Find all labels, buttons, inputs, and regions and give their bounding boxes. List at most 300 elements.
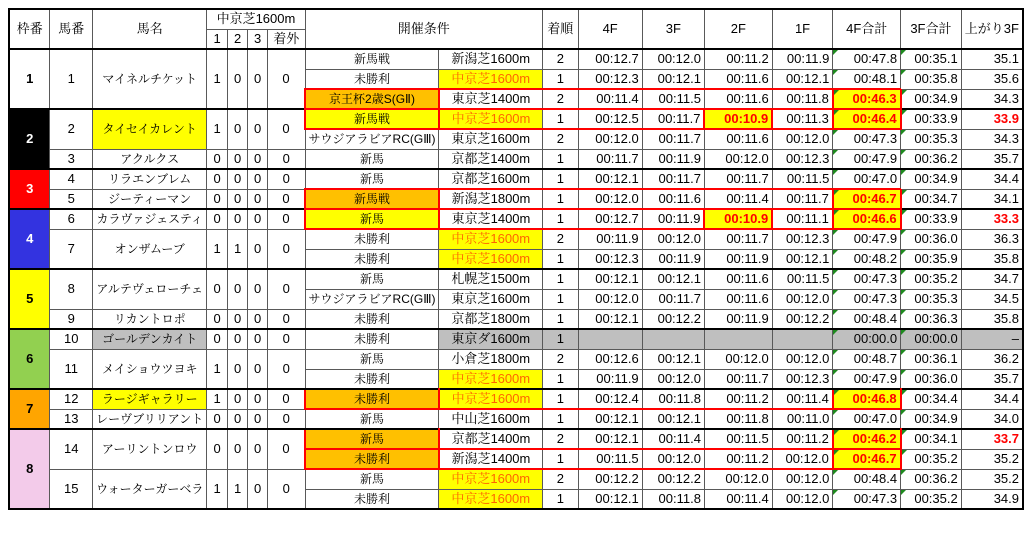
lap-1f-cell: 00:11.7 xyxy=(772,189,833,209)
count-win3-cell: 0 xyxy=(248,469,268,509)
col-header-4f: 4F xyxy=(578,9,642,49)
course-cell: 中京芝1600m xyxy=(439,69,543,89)
lap-4f-cell: 00:12.5 xyxy=(578,109,642,129)
lap-2f-cell: 00:11.7 xyxy=(704,369,772,389)
record-row xyxy=(9,309,1023,329)
lap-1f-cell: 00:11.0 xyxy=(772,409,833,429)
count-win2-cell: 0 xyxy=(227,49,248,109)
race-class-cell: 新馬 xyxy=(305,429,439,449)
course-cell: 小倉芝1800m xyxy=(439,349,543,369)
lap-2f-cell: 00:11.4 xyxy=(704,189,772,209)
horse-name-cell: リカントロポ xyxy=(93,309,207,329)
horse-number-cell: 1 xyxy=(50,49,93,109)
frame-number-cell: 2 xyxy=(9,109,50,169)
agari-3f-cell: – xyxy=(961,329,1023,349)
lap-2f-cell: 00:11.9 xyxy=(704,249,772,269)
finish-position-cell: 1 xyxy=(543,209,579,229)
col-header-agari-3f: 上がり3F xyxy=(961,9,1023,49)
count-out-cell: 0 xyxy=(267,349,305,389)
agari-3f-cell: 36.2 xyxy=(961,349,1023,369)
total-3f-cell: 00:34.9 xyxy=(901,89,962,109)
horse-number-cell: 3 xyxy=(50,149,93,169)
race-class-cell: 新馬戦 xyxy=(305,49,439,69)
horse-name-cell: メイショウツヨキ xyxy=(93,349,207,389)
lap-1f-cell: 00:12.1 xyxy=(772,249,833,269)
lap-1f-cell: 00:11.3 xyxy=(772,109,833,129)
course-cell: 京都芝1400m xyxy=(439,429,543,449)
lap-3f-cell: 00:12.0 xyxy=(642,369,704,389)
course-cell: 中京芝1600m xyxy=(439,229,543,249)
count-win3-cell: 0 xyxy=(248,169,268,189)
finish-position-cell: 1 xyxy=(543,449,579,469)
count-win1-cell: 0 xyxy=(207,189,228,209)
total-3f-cell: 00:35.3 xyxy=(901,289,962,309)
course-cell: 新潟芝1600m xyxy=(439,49,543,69)
total-4f-cell: 00:47.3 xyxy=(833,269,901,289)
horse-number-cell: 10 xyxy=(50,329,93,349)
count-out-cell: 0 xyxy=(267,409,305,429)
lap-1f-cell: 00:12.3 xyxy=(772,369,833,389)
agari-3f-cell: 34.4 xyxy=(961,389,1023,409)
count-out-cell: 0 xyxy=(267,389,305,409)
course-cell: 中京芝1600m xyxy=(439,389,543,409)
lap-2f-cell: 00:11.2 xyxy=(704,389,772,409)
count-win1-cell: 0 xyxy=(207,269,228,309)
record-row xyxy=(9,229,1023,249)
course-cell: 中京芝1600m xyxy=(439,369,543,389)
horse-name-cell: アクルクス xyxy=(93,149,207,169)
total-4f-cell: 00:47.3 xyxy=(833,129,901,149)
finish-position-cell: 2 xyxy=(543,89,579,109)
agari-3f-cell: 34.4 xyxy=(961,169,1023,189)
record-row xyxy=(9,329,1023,349)
col-header-4f-total: 4F合計 xyxy=(833,9,901,49)
count-win2-cell: 0 xyxy=(227,109,248,149)
horse-name-cell: タイセイカレント xyxy=(93,109,207,149)
lap-4f-cell xyxy=(578,329,642,349)
course-cell: 中京芝1600m xyxy=(439,489,543,509)
lap-2f-cell: 00:11.6 xyxy=(704,289,772,309)
finish-position-cell: 2 xyxy=(543,229,579,249)
race-class-cell: 新馬 xyxy=(305,269,439,289)
lap-2f-cell xyxy=(704,329,772,349)
course-cell: 東京芝1600m xyxy=(439,129,543,149)
horse-number-cell: 12 xyxy=(50,389,93,409)
horse-name-cell: アーリントンロウ xyxy=(93,429,207,469)
total-4f-cell: 00:47.0 xyxy=(833,169,901,189)
lap-3f-cell: 00:12.0 xyxy=(642,449,704,469)
total-4f-cell: 00:48.4 xyxy=(833,309,901,329)
lap-2f-cell: 00:11.2 xyxy=(704,49,772,69)
count-win3-cell: 0 xyxy=(248,149,268,169)
record-row xyxy=(9,109,1023,129)
count-out-cell: 0 xyxy=(267,329,305,349)
lap-4f-cell: 00:11.9 xyxy=(578,369,642,389)
count-out-cell: 0 xyxy=(267,109,305,149)
count-out-cell: 0 xyxy=(267,269,305,309)
course-cell: 中京芝1600m xyxy=(439,469,543,489)
course-cell: 東京ダ1600m xyxy=(439,329,543,349)
count-win3-cell: 0 xyxy=(248,189,268,209)
finish-position-cell: 1 xyxy=(543,329,579,349)
count-win2-cell: 1 xyxy=(227,229,248,269)
count-win1-cell: 0 xyxy=(207,409,228,429)
agari-3f-cell: 35.8 xyxy=(961,249,1023,269)
count-win3-cell: 0 xyxy=(248,209,268,229)
finish-position-cell: 1 xyxy=(543,389,579,409)
course-cell: 京都芝1800m xyxy=(439,309,543,329)
lap-4f-cell: 00:12.7 xyxy=(578,209,642,229)
race-class-cell: サウジアラビアRC(GⅢ) xyxy=(305,129,439,149)
count-win3-cell: 0 xyxy=(248,229,268,269)
lap-3f-cell: 00:12.0 xyxy=(642,229,704,249)
record-row xyxy=(9,149,1023,169)
count-win1-cell: 1 xyxy=(207,229,228,269)
lap-2f-cell: 00:10.9 xyxy=(704,109,772,129)
finish-position-cell: 1 xyxy=(543,249,579,269)
count-win1-cell: 0 xyxy=(207,309,228,329)
agari-3f-cell: 33.7 xyxy=(961,429,1023,449)
total-3f-cell: 00:36.0 xyxy=(901,229,962,249)
count-out-cell: 0 xyxy=(267,309,305,329)
course-cell: 新潟芝1800m xyxy=(439,189,543,209)
race-class-cell: 新馬 xyxy=(305,169,439,189)
lap-3f-cell: 00:11.7 xyxy=(642,169,704,189)
record-row xyxy=(9,49,1023,69)
count-out-cell: 0 xyxy=(267,209,305,229)
total-3f-cell: 00:35.3 xyxy=(901,129,962,149)
course-cell: 中京芝1600m xyxy=(439,109,543,129)
total-4f-cell: 00:47.9 xyxy=(833,149,901,169)
total-3f-cell: 00:36.2 xyxy=(901,149,962,169)
course-cell: 中京芝1600m xyxy=(439,249,543,269)
race-class-cell: 新馬 xyxy=(305,149,439,169)
agari-3f-cell: 35.8 xyxy=(961,309,1023,329)
lap-3f-cell: 00:11.9 xyxy=(642,249,704,269)
finish-position-cell: 2 xyxy=(543,469,579,489)
race-class-cell: 京王杯2歳S(GⅡ) xyxy=(305,89,439,109)
lap-1f-cell xyxy=(772,329,833,349)
lap-4f-cell: 00:12.1 xyxy=(578,429,642,449)
lap-1f-cell: 00:12.0 xyxy=(772,349,833,369)
record-row xyxy=(9,469,1023,489)
total-4f-cell: 00:46.3 xyxy=(833,89,901,109)
count-win3-cell: 0 xyxy=(248,309,268,329)
finish-position-cell: 1 xyxy=(543,169,579,189)
count-win2-cell: 0 xyxy=(227,269,248,309)
record-row xyxy=(9,169,1023,189)
count-win1-cell: 1 xyxy=(207,49,228,109)
count-out-cell: 0 xyxy=(267,169,305,189)
lap-4f-cell: 00:12.1 xyxy=(578,409,642,429)
lap-4f-cell: 00:12.6 xyxy=(578,349,642,369)
total-4f-cell: 00:00.0 xyxy=(833,329,901,349)
agari-3f-cell: 34.3 xyxy=(961,89,1023,109)
count-out-cell: 0 xyxy=(267,429,305,469)
lap-2f-cell: 00:11.6 xyxy=(704,69,772,89)
total-4f-cell: 00:47.8 xyxy=(833,49,901,69)
lap-3f-cell: 00:12.0 xyxy=(642,49,704,69)
lap-2f-cell: 00:11.6 xyxy=(704,269,772,289)
lap-4f-cell: 00:12.1 xyxy=(578,269,642,289)
lap-1f-cell: 00:11.5 xyxy=(772,169,833,189)
count-win2-cell: 0 xyxy=(227,409,248,429)
col-header-bamei: 馬名 xyxy=(93,9,207,49)
total-4f-cell: 00:48.1 xyxy=(833,69,901,89)
race-class-cell: 未勝利 xyxy=(305,249,439,269)
count-win1-cell: 1 xyxy=(207,349,228,389)
lap-2f-cell: 00:12.0 xyxy=(704,469,772,489)
race-class-cell: 未勝利 xyxy=(305,329,439,349)
total-4f-cell: 00:46.7 xyxy=(833,189,901,209)
frame-number-cell: 5 xyxy=(9,269,50,329)
lap-4f-cell: 00:12.3 xyxy=(578,249,642,269)
agari-3f-cell: 33.3 xyxy=(961,209,1023,229)
count-win3-cell: 0 xyxy=(248,409,268,429)
total-4f-cell: 00:46.2 xyxy=(833,429,901,449)
lap-1f-cell: 00:11.2 xyxy=(772,429,833,449)
lap-3f-cell: 00:11.4 xyxy=(642,429,704,449)
total-3f-cell: 00:33.9 xyxy=(901,109,962,129)
total-3f-cell: 00:35.9 xyxy=(901,249,962,269)
lap-4f-cell: 00:11.4 xyxy=(578,89,642,109)
finish-position-cell: 1 xyxy=(543,309,579,329)
lap-3f-cell: 00:12.2 xyxy=(642,469,704,489)
count-win2-cell: 0 xyxy=(227,349,248,389)
horse-number-cell: 8 xyxy=(50,269,93,309)
agari-3f-cell: 34.7 xyxy=(961,269,1023,289)
lap-4f-cell: 00:12.1 xyxy=(578,169,642,189)
total-4f-cell: 00:46.6 xyxy=(833,209,901,229)
agari-3f-cell: 33.9 xyxy=(961,109,1023,129)
total-3f-cell: 00:36.3 xyxy=(901,309,962,329)
lap-1f-cell: 00:11.1 xyxy=(772,209,833,229)
total-3f-cell: 00:36.1 xyxy=(901,349,962,369)
lap-1f-cell: 00:12.0 xyxy=(772,129,833,149)
horse-number-cell: 4 xyxy=(50,169,93,189)
lap-3f-cell: 00:12.1 xyxy=(642,69,704,89)
count-win1-cell: 0 xyxy=(207,149,228,169)
lap-3f-cell: 00:12.2 xyxy=(642,309,704,329)
lap-4f-cell: 00:12.0 xyxy=(578,189,642,209)
record-row xyxy=(9,409,1023,429)
total-4f-cell: 00:47.3 xyxy=(833,489,901,509)
finish-position-cell: 1 xyxy=(543,289,579,309)
col-header-1f: 1F xyxy=(772,9,833,49)
lap-1f-cell: 00:12.0 xyxy=(772,489,833,509)
agari-3f-cell: 35.7 xyxy=(961,149,1023,169)
count-win2-cell: 1 xyxy=(227,469,248,509)
lap-1f-cell: 00:12.0 xyxy=(772,289,833,309)
total-3f-cell: 00:00.0 xyxy=(901,329,962,349)
finish-position-cell: 1 xyxy=(543,109,579,129)
course-cell: 中山芝1600m xyxy=(439,409,543,429)
race-class-cell: 未勝利 xyxy=(305,229,439,249)
frame-number-cell: 6 xyxy=(9,329,50,389)
lap-3f-cell: 00:11.7 xyxy=(642,289,704,309)
lap-3f-cell: 00:12.1 xyxy=(642,269,704,289)
record-row xyxy=(9,389,1023,409)
total-3f-cell: 00:34.9 xyxy=(901,409,962,429)
lap-2f-cell: 00:11.2 xyxy=(704,449,772,469)
lap-4f-cell: 00:12.3 xyxy=(578,69,642,89)
lap-3f-cell: 00:11.6 xyxy=(642,189,704,209)
horse-name-cell: ゴールデンカイト xyxy=(93,329,207,349)
lap-4f-cell: 00:11.5 xyxy=(578,449,642,469)
count-win1-cell: 1 xyxy=(207,469,228,509)
lap-4f-cell: 00:12.0 xyxy=(578,289,642,309)
race-class-cell: 新馬 xyxy=(305,349,439,369)
agari-3f-cell: 35.2 xyxy=(961,449,1023,469)
finish-position-cell: 1 xyxy=(543,409,579,429)
record-row xyxy=(9,189,1023,209)
lap-3f-cell: 00:11.8 xyxy=(642,389,704,409)
horse-number-cell: 6 xyxy=(50,209,93,229)
horse-name-cell: マイネルチケット xyxy=(93,49,207,109)
record-row xyxy=(9,209,1023,229)
total-3f-cell: 00:33.9 xyxy=(901,209,962,229)
col-header-2f: 2F xyxy=(704,9,772,49)
lap-1f-cell: 00:12.3 xyxy=(772,229,833,249)
agari-3f-cell: 34.5 xyxy=(961,289,1023,309)
total-4f-cell: 00:46.8 xyxy=(833,389,901,409)
horse-name-cell: ジーティーマン xyxy=(93,189,207,209)
course-cell: 京都芝1400m xyxy=(439,149,543,169)
count-out-cell: 0 xyxy=(267,189,305,209)
race-class-cell: 未勝利 xyxy=(305,309,439,329)
horse-number-cell: 5 xyxy=(50,189,93,209)
table-body xyxy=(9,49,1023,509)
count-win3-cell: 0 xyxy=(248,349,268,389)
record-row xyxy=(9,269,1023,289)
horse-name-cell: アルテヴェローチェ xyxy=(93,269,207,309)
frame-number-cell: 4 xyxy=(9,209,50,269)
total-3f-cell: 00:34.7 xyxy=(901,189,962,209)
finish-position-cell: 2 xyxy=(543,129,579,149)
total-3f-cell: 00:35.2 xyxy=(901,449,962,469)
count-win3-cell: 0 xyxy=(248,389,268,409)
agari-3f-cell: 35.2 xyxy=(961,469,1023,489)
course-cell: 東京芝1400m xyxy=(439,209,543,229)
lap-3f-cell: 00:11.5 xyxy=(642,89,704,109)
col-header-win2: 2 xyxy=(227,29,248,49)
col-header-win1: 1 xyxy=(207,29,228,49)
course-cell: 東京芝1400m xyxy=(439,89,543,109)
col-header-track-group: 中京芝1600m xyxy=(207,9,305,29)
col-header-3f: 3F xyxy=(642,9,704,49)
horse-number-cell: 15 xyxy=(50,469,93,509)
horse-number-cell: 14 xyxy=(50,429,93,469)
lap-1f-cell: 00:12.0 xyxy=(772,469,833,489)
col-header-kaisai-joken: 開催条件 xyxy=(305,9,542,49)
lap-1f-cell: 00:12.1 xyxy=(772,69,833,89)
frame-number-cell: 7 xyxy=(9,389,50,429)
count-win2-cell: 0 xyxy=(227,329,248,349)
lap-1f-cell: 00:12.3 xyxy=(772,149,833,169)
horse-number-cell: 11 xyxy=(50,349,93,389)
col-header-waku: 枠番 xyxy=(9,9,50,49)
lap-1f-cell: 00:11.8 xyxy=(772,89,833,109)
lap-4f-cell: 00:12.0 xyxy=(578,129,642,149)
total-4f-cell: 00:47.9 xyxy=(833,229,901,249)
agari-3f-cell: 36.3 xyxy=(961,229,1023,249)
race-class-cell: 新馬 xyxy=(305,409,439,429)
count-win2-cell: 0 xyxy=(227,189,248,209)
total-4f-cell: 00:47.9 xyxy=(833,369,901,389)
count-win1-cell: 0 xyxy=(207,209,228,229)
count-win1-cell: 0 xyxy=(207,169,228,189)
finish-position-cell: 2 xyxy=(543,49,579,69)
lap-1f-cell: 00:12.2 xyxy=(772,309,833,329)
lap-1f-cell: 00:11.9 xyxy=(772,49,833,69)
lap-1f-cell: 00:11.4 xyxy=(772,389,833,409)
count-win3-cell: 0 xyxy=(248,329,268,349)
race-history-table xyxy=(8,8,1024,510)
record-row xyxy=(9,349,1023,369)
count-win1-cell: 0 xyxy=(207,329,228,349)
race-class-cell: 新馬 xyxy=(305,209,439,229)
lap-4f-cell: 00:12.4 xyxy=(578,389,642,409)
count-win3-cell: 0 xyxy=(248,269,268,309)
lap-2f-cell: 00:12.0 xyxy=(704,349,772,369)
race-class-cell: サウジアラビアRC(GⅢ) xyxy=(305,289,439,309)
count-win1-cell: 1 xyxy=(207,109,228,149)
horse-name-cell: ウォーターガーベラ xyxy=(93,469,207,509)
col-header-umaban: 馬番 xyxy=(50,9,93,49)
lap-4f-cell: 00:12.1 xyxy=(578,489,642,509)
total-3f-cell: 00:34.1 xyxy=(901,429,962,449)
col-header-win3: 3 xyxy=(248,29,268,49)
lap-4f-cell: 00:12.7 xyxy=(578,49,642,69)
lap-2f-cell: 00:12.0 xyxy=(704,149,772,169)
frame-number-cell: 3 xyxy=(9,169,50,209)
col-header-3f-total: 3F合計 xyxy=(901,9,962,49)
race-class-cell: 未勝利 xyxy=(305,489,439,509)
lap-2f-cell: 00:11.7 xyxy=(704,169,772,189)
horse-number-cell: 7 xyxy=(50,229,93,269)
total-3f-cell: 00:36.0 xyxy=(901,369,962,389)
finish-position-cell: 2 xyxy=(543,429,579,449)
frame-number-cell: 8 xyxy=(9,429,50,509)
total-3f-cell: 00:35.1 xyxy=(901,49,962,69)
finish-position-cell: 1 xyxy=(543,369,579,389)
count-win3-cell: 0 xyxy=(248,109,268,149)
lap-2f-cell: 00:11.5 xyxy=(704,429,772,449)
agari-3f-cell: 35.6 xyxy=(961,69,1023,89)
count-win2-cell: 0 xyxy=(227,169,248,189)
lap-3f-cell: 00:11.8 xyxy=(642,489,704,509)
course-cell: 東京芝1600m xyxy=(439,289,543,309)
col-header-chakugai: 着外 xyxy=(267,29,305,49)
finish-position-cell: 1 xyxy=(543,69,579,89)
race-class-cell: 未勝利 xyxy=(305,449,439,469)
horse-name-cell: リラエンブレム xyxy=(93,169,207,189)
count-win3-cell: 0 xyxy=(248,429,268,469)
count-out-cell: 0 xyxy=(267,49,305,109)
total-3f-cell: 00:35.2 xyxy=(901,269,962,289)
count-win2-cell: 0 xyxy=(227,429,248,469)
horse-name-cell: オンザムーブ xyxy=(93,229,207,269)
race-class-cell: 未勝利 xyxy=(305,69,439,89)
lap-4f-cell: 00:11.7 xyxy=(578,149,642,169)
agari-3f-cell: 34.1 xyxy=(961,189,1023,209)
count-out-cell: 0 xyxy=(267,229,305,269)
count-win2-cell: 0 xyxy=(227,209,248,229)
lap-3f-cell: 00:12.1 xyxy=(642,349,704,369)
lap-2f-cell: 00:11.6 xyxy=(704,89,772,109)
frame-number-cell: 1 xyxy=(9,49,50,109)
count-out-cell: 0 xyxy=(267,469,305,509)
